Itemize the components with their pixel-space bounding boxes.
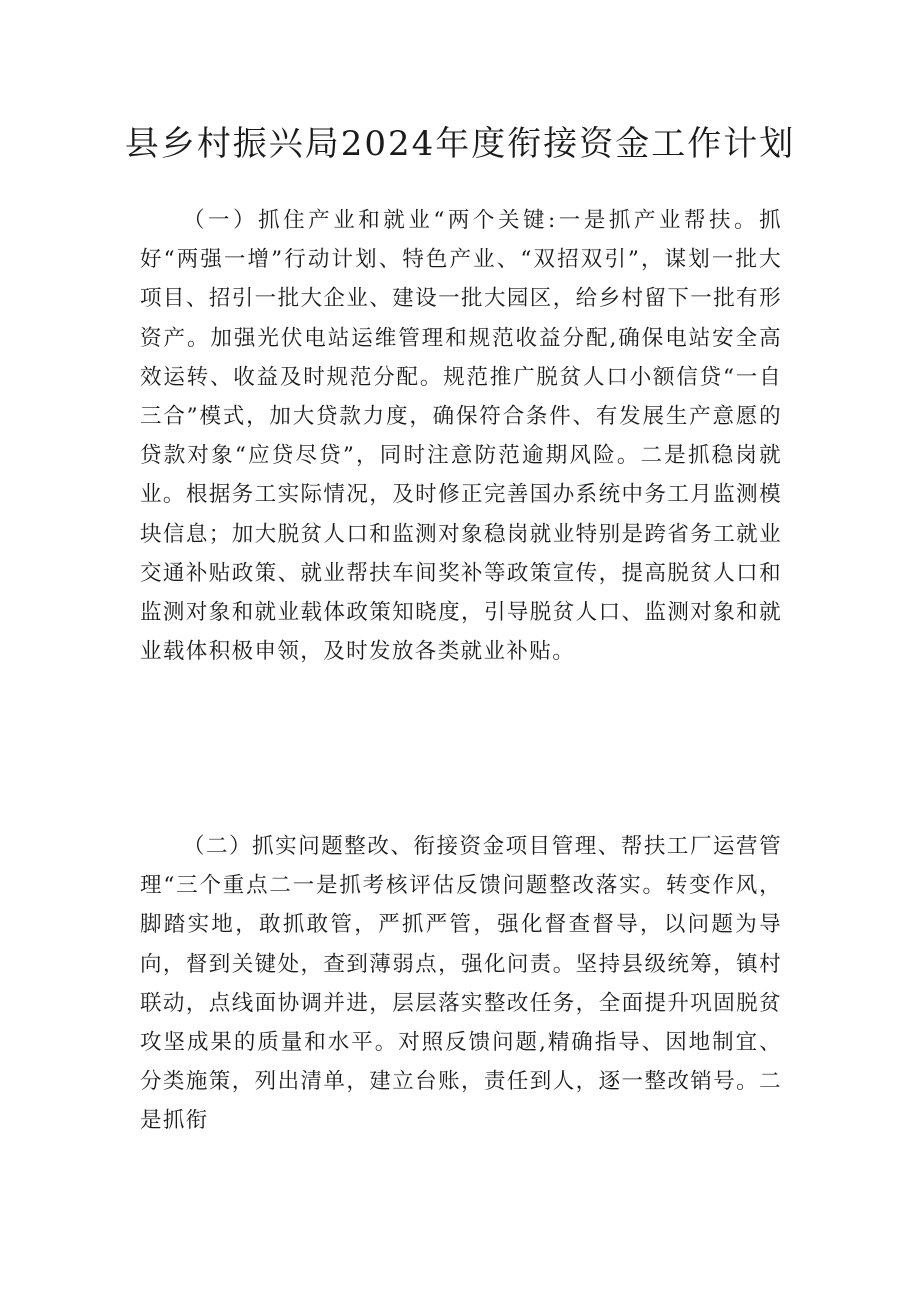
paragraph-rectification-management: （二）抓实问题整改、衔接资金项目管理、帮扶工厂运营管理“三个重点二一是抓考核评估反馈问题整改落实。转变作风，脚踏实地，敢抓敢管，严抓严管，强化督查督导，以问题为导向，督到关键处，查到薄弱点，强化问责。坚持县级统筹，镇村联动，点线面协调并进，层层落实整改任务，全面提升巩固脱贫攻坚成果的质量和水平。对照反馈问题,精确指导、因地制宜、分类施策，列出清单，建立台账，责任到人，逐一整改销号。二是抓衔 — [140, 834, 782, 1134]
paragraph-industry-employment: （一）抓住产业和就业“两个关键:一是抓产业帮扶。抓好“两强一增”行动计划、特色产业、“双招双引”，谋划一批大项目、招引一批大企业、建设一批大园区，给乡村留下一批有形资产。加强光伏电站运维管理和规范收益分配,确保电站安全高效运转、收益及时规范分配。规范推广脱贫人口小额信贷“一自三合”模式，加大贷款力度，确保符合条件、有发展生产意愿的贷款对象“应贷尽贷”，同时注意防范逾期风险。二是抓稳岗就业。根据务工实际情况，及时修正完善国办系统中务工月监测模块信息；加大脱贫人口和监测对象稳岗就业特别是跨省务工就业交通补贴政策、就业帮扶车间奖补等政策宣传，提高脱贫人口和监测对象和就业载体政策知晓度，引导脱贫人口、监测对象和就业载体积极申领，及时发放各类就业补贴。 — [140, 208, 782, 665]
page-title: 县乡村振兴局2024年度衔接资金工作计划 — [124, 124, 796, 164]
